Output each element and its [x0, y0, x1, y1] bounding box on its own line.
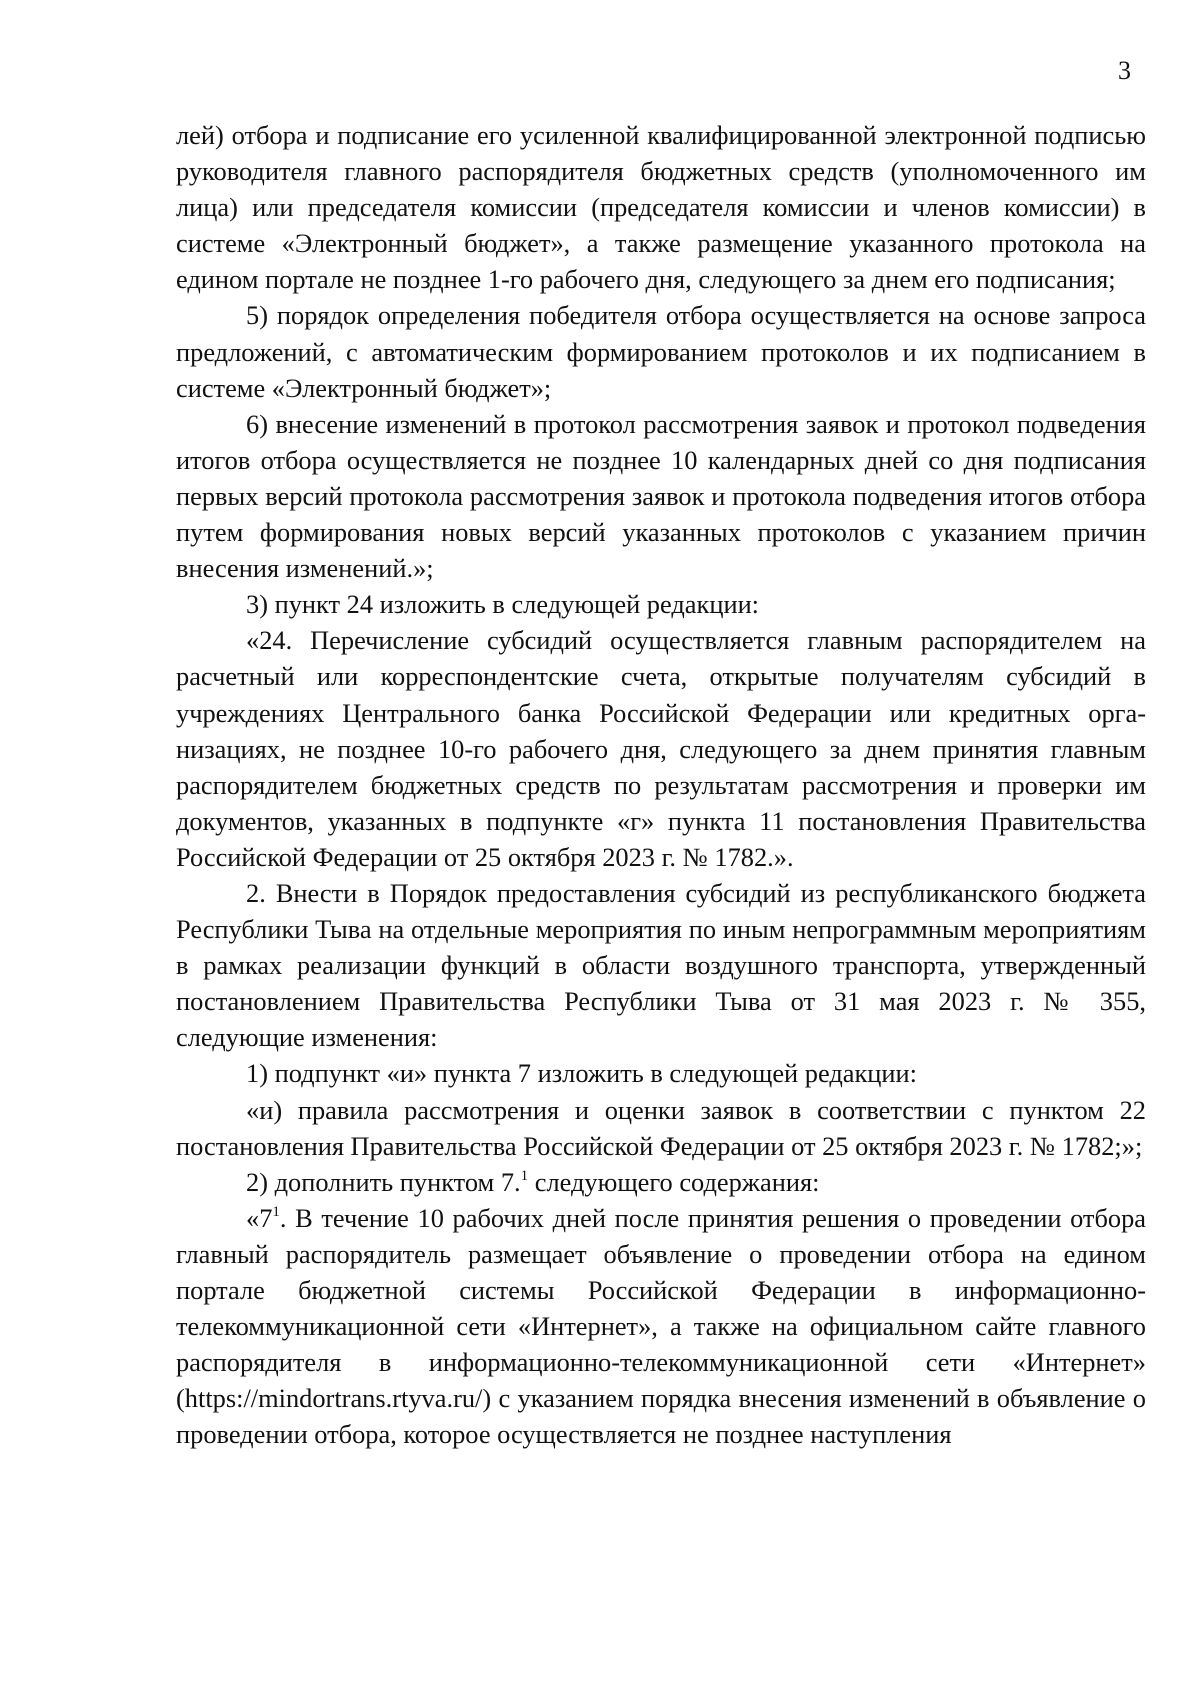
- paragraph-text-continued: . В течение 10 рабочих дней после принятия решения о проведении отбора главный распорядитель размещает объявление о проведении отбора на едином портале бюджетной системы Российской Федерации в информационно-телекоммуникационной сети «Интернет», а также на официальном сайте главного распорядителя в информационно-телекоммуникационной сети «Интернет» (https://mindortrans.rtyva.ru/) с указанием порядка внесения изменений в объявление о проведении отбора, которое осуществляется не позднее наступления: [176, 1202, 1146, 1450]
- paragraph-item-3: [176, 586, 1146, 622]
- paragraph-text: «и) правила рассмотрения и оценки заявок в соответствии с пунктом 22 постановления Правительства Российской Федерации от 25 октября 2023 г. № 1782;»;: [176, 1094, 1146, 1161]
- paragraph-text: 2) дополнить пунктом 7.: [246, 1166, 521, 1197]
- paragraph-text: «24. Перечисление субсидий осуществляется главным распорядителем на расчетный или корреспондентские счета, открытые получателям субсидий в учреждениях Центрального банка Российской Федерации или кредитных организациях, не позднее 10-го рабочего дня, следующего за днем принятия главным распорядителем бюджетных средств по результатам рассмотрения и проверки им документов, указанных в подпункте «г» пункта 11 постановления Правительства Российской Федерации от 25 октября 2023 г. № 1782.».: [176, 625, 1146, 872]
- document-body: [176, 117, 1146, 1452]
- paragraph-section-2: [176, 875, 1146, 1055]
- paragraph-text: лей) отбора и подписание его усиленной квалифицированной электронной подписью руководителя главного распорядителя бюджетных средств (уполномоченного им лица) или председателя комиссии (председателя комиссии и членов комиссии) в системе «Электронный бюджет», а также размещение указанного протокола на едином портале не позднее 1-го рабочего дня, следующего за днем его подписания;: [176, 120, 1146, 295]
- paragraph-point-24: [176, 622, 1146, 875]
- paragraph-continuation: [176, 117, 1146, 297]
- page-number: 3: [1118, 56, 1131, 85]
- superscript: 1: [272, 1203, 280, 1220]
- paragraph-item-1: [176, 1055, 1146, 1091]
- paragraph-text: 3) пункт 24 изложить в следующей редакции:: [246, 589, 760, 620]
- paragraph-point-7-1: [176, 1200, 1146, 1453]
- paragraph-text: 2. Внести в Порядок предоставления субсидий из республиканского бюджета Республики Тыва на отдельные мероприятия по иным непрограммным мероприятиям в рамках реализации функций в области воздушного транспорта, утвержденный постановлением Правительства Республики Тыва от 31 мая 2023 г. № 355, следующие изменения:: [176, 877, 1146, 1053]
- paragraph-subpoint-i: [176, 1092, 1146, 1164]
- paragraph-text: 1) подпункт «и» пункта 7 изложить в следующей редакции:: [246, 1058, 918, 1089]
- paragraph-item-6: [176, 406, 1146, 586]
- paragraph-item-5: [176, 297, 1146, 405]
- paragraph-item-2: [176, 1164, 1146, 1200]
- paragraph-text-continued: следующего содержания:: [528, 1166, 820, 1197]
- paragraph-text: 5) порядок определения победителя отбора осуществляется на основе запроса предложений, с автоматическим формированием протоколов и их подписанием в системе «Электронный бюджет»;: [176, 300, 1146, 403]
- paragraph-text: 6) внесение изменений в протокол рассмотрения заявок и протокол подведения итогов отбора осуществляется не позднее 10 календарных дней со дня подписания первых версий протокола рассмотрения заявок и протокола подведения итогов отбора путем формирования новых версий указанных протоколов с указанием причин внесения изменений.»;: [176, 408, 1146, 584]
- superscript: 1: [520, 1167, 529, 1184]
- paragraph-text: «7: [246, 1202, 273, 1233]
